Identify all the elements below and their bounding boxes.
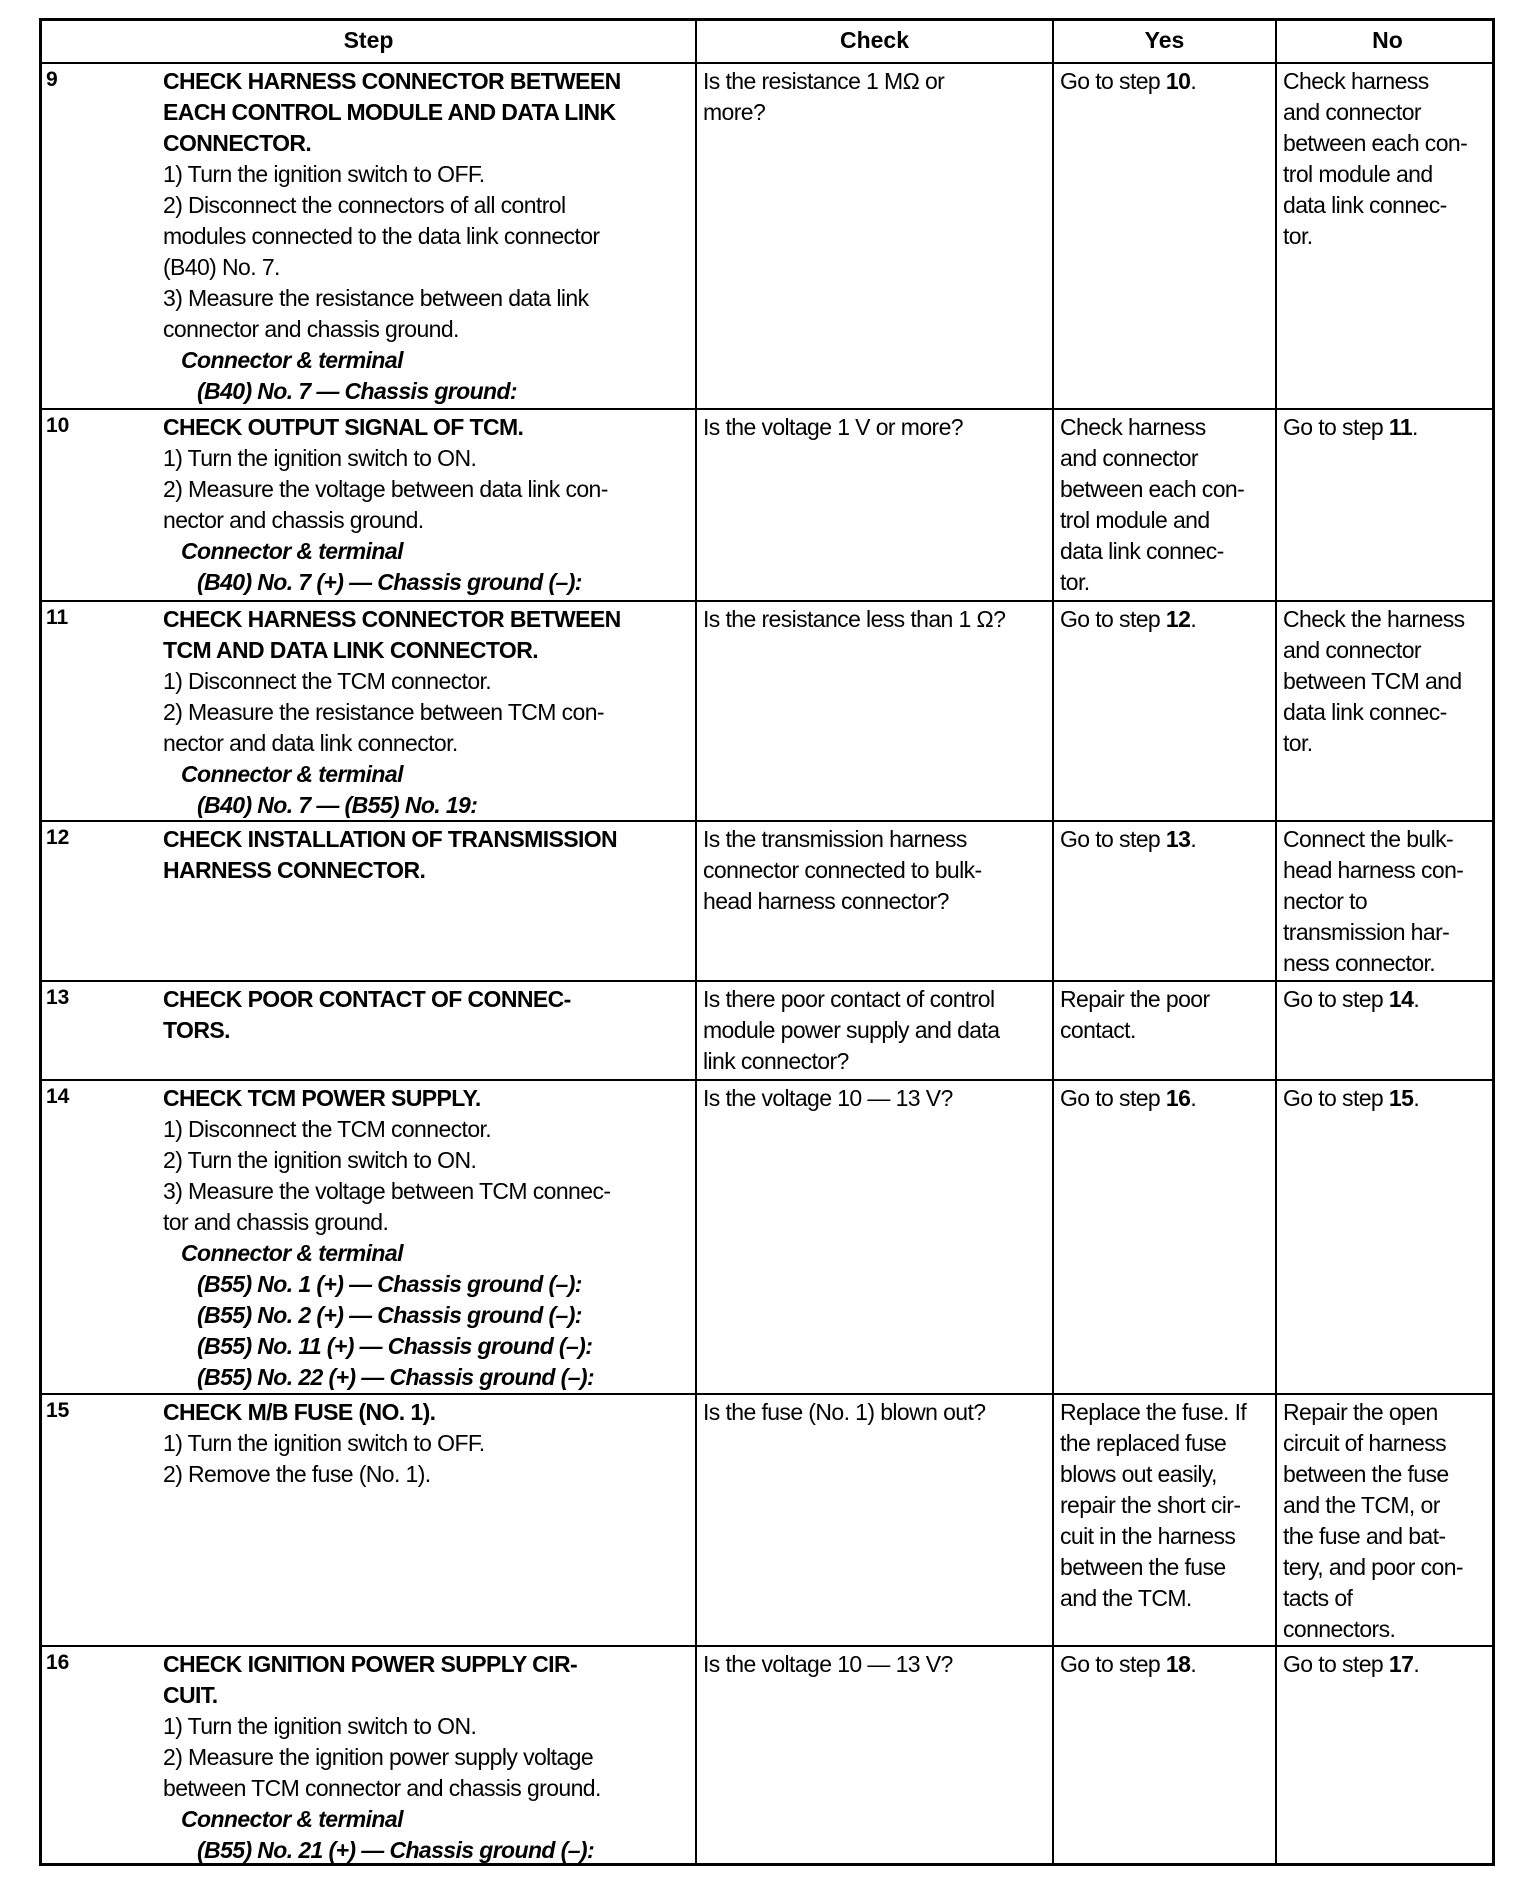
connector-terminal-line: (B55) No. 21 (+) — Chassis ground (–): <box>197 1837 595 1863</box>
step-instructions <box>163 412 691 598</box>
text-line: the fuse and bat- <box>1283 1523 1446 1549</box>
step-cell <box>42 1081 695 1393</box>
step-number: 16 <box>46 1651 70 1674</box>
instruction-line: 2) Remove the fuse (No. 1). <box>163 1461 431 1487</box>
instruction-line: nector and data link connector. <box>163 730 458 756</box>
text-line: connector connected to bulk- <box>703 857 982 883</box>
connector-terminal-line: (B55) No. 1 (+) — Chassis ground (–): <box>197 1271 582 1297</box>
text-segment: Go to step <box>1283 986 1389 1012</box>
text-line: repair the short cir- <box>1060 1492 1241 1518</box>
connector-terminal-line: Connector & terminal <box>181 1806 403 1832</box>
text-segment: Go to step <box>1283 414 1389 440</box>
text-line <box>1283 984 1492 1015</box>
text-line: between each con- <box>1060 476 1245 502</box>
diagnostic-table <box>39 18 1495 1866</box>
instruction-line: modules connected to the data link connector <box>163 223 600 249</box>
step-number: 10 <box>46 414 70 437</box>
text-line: trol module and <box>1060 507 1210 533</box>
text-line: Is the fuse (No. 1) blown out? <box>703 1399 986 1425</box>
instruction-line: 3) Measure the voltage between TCM connec- <box>163 1178 611 1204</box>
step-title: CONNECTOR. <box>163 130 312 156</box>
text-line: tor. <box>1283 730 1313 756</box>
step-title: CUIT. <box>163 1682 218 1708</box>
text-line: head harness con- <box>1283 857 1464 883</box>
text-segment: . <box>1413 1651 1420 1677</box>
text-line: the replaced fuse <box>1060 1430 1227 1456</box>
text-line: Repair the open <box>1283 1399 1438 1425</box>
text-line: nector to <box>1283 888 1368 914</box>
step-title: CHECK HARNESS CONNECTOR BETWEEN <box>163 606 621 632</box>
instruction-line: 2) Measure the voltage between data link con- <box>163 476 608 502</box>
text-line: Check harness <box>1060 414 1206 440</box>
step-number: 9 <box>46 68 58 91</box>
instruction-line: nector and chassis ground. <box>163 507 424 533</box>
step-reference: 13 <box>1165 826 1191 852</box>
instruction-line: 1) Turn the ignition switch to OFF. <box>163 1430 485 1456</box>
no-cell <box>1275 64 1498 408</box>
text-line: Check the harness <box>1283 606 1465 632</box>
step-cell <box>42 822 695 980</box>
text-line: blows out easily, <box>1060 1461 1217 1487</box>
text-line: connectors. <box>1283 1616 1396 1642</box>
step-reference: 14 <box>1388 986 1414 1012</box>
no-cell <box>1275 982 1498 1079</box>
table-row <box>42 980 1492 1079</box>
text-line: tery, and poor con- <box>1283 1554 1463 1580</box>
yes-cell <box>1052 822 1275 980</box>
connector-terminal-line: (B40) No. 7 (+) — Chassis ground (–): <box>197 569 582 595</box>
header-step: Step <box>343 27 394 53</box>
step-instructions <box>163 1649 691 1866</box>
header-yes: Yes <box>1052 21 1275 62</box>
header-no: No <box>1275 21 1498 62</box>
check-cell <box>695 602 1052 820</box>
text-segment: Go to step <box>1283 1651 1389 1677</box>
step-reference: 15 <box>1388 1085 1414 1111</box>
text-line: Is the resistance 1 MΩ or <box>703 68 945 94</box>
instruction-line: between TCM connector and chassis ground. <box>163 1775 601 1801</box>
yes-cell <box>1052 1081 1275 1393</box>
connector-terminal-line: Connector & terminal <box>181 1240 403 1266</box>
text-line <box>1060 604 1269 635</box>
step-cell <box>42 64 695 408</box>
text-line <box>1060 824 1269 855</box>
text-line <box>1283 1649 1492 1680</box>
instruction-line: 1) Disconnect the TCM connector. <box>163 1116 492 1142</box>
text-line: circuit of harness <box>1283 1430 1447 1456</box>
no-cell <box>1275 1647 1498 1866</box>
text-line: data link connec- <box>1283 699 1447 725</box>
text-line: link connector? <box>703 1048 849 1074</box>
step-reference: 16 <box>1165 1085 1191 1111</box>
text-segment: Go to step <box>1060 606 1166 632</box>
instruction-line: 2) Measure the resistance between TCM con- <box>163 699 604 725</box>
text-segment: . <box>1413 1085 1420 1111</box>
step-title: EACH CONTROL MODULE AND DATA LINK <box>163 99 616 125</box>
table-row <box>42 1645 1492 1866</box>
text-segment: Go to step <box>1060 68 1166 94</box>
instruction-line: 1) Turn the ignition switch to ON. <box>163 445 477 471</box>
text-line <box>1283 412 1492 443</box>
text-line: between the fuse <box>1060 1554 1226 1580</box>
text-line: Check harness <box>1283 68 1429 94</box>
check-cell <box>695 410 1052 600</box>
step-cell <box>42 410 695 600</box>
step-number: 14 <box>46 1085 70 1108</box>
step-instructions <box>163 1083 691 1393</box>
text-line: between TCM and <box>1283 668 1462 694</box>
text-line: contact. <box>1060 1017 1136 1043</box>
no-cell <box>1275 602 1498 820</box>
text-line: between each con- <box>1283 130 1468 156</box>
text-line <box>1060 1649 1269 1680</box>
instruction-line: 1) Turn the ignition switch to OFF. <box>163 161 485 187</box>
text-line: trol module and <box>1283 161 1433 187</box>
instruction-line: 2) Measure the ignition power supply voltage <box>163 1744 594 1770</box>
table-row <box>42 600 1492 820</box>
step-title: CHECK IGNITION POWER SUPPLY CIR- <box>163 1651 578 1677</box>
text-line: data link connec- <box>1060 538 1224 564</box>
step-cell <box>42 982 695 1079</box>
check-cell <box>695 822 1052 980</box>
yes-cell <box>1052 1395 1275 1645</box>
text-segment: . <box>1190 68 1197 94</box>
step-instructions <box>163 604 691 820</box>
text-segment: Go to step <box>1060 1651 1166 1677</box>
text-segment: . <box>1190 826 1197 852</box>
yes-cell <box>1052 602 1275 820</box>
step-title: CHECK TCM POWER SUPPLY. <box>163 1085 481 1111</box>
step-title: CHECK HARNESS CONNECTOR BETWEEN <box>163 68 621 94</box>
step-title: CHECK POOR CONTACT OF CONNEC- <box>163 986 571 1012</box>
table-row <box>42 408 1492 600</box>
text-line: transmission har- <box>1283 919 1450 945</box>
text-segment: Go to step <box>1060 826 1166 852</box>
text-line: Is the voltage 1 V or more? <box>703 414 963 440</box>
step-cell <box>42 1395 695 1645</box>
text-line: Is the voltage 10 — 13 V? <box>703 1085 953 1111</box>
step-instructions <box>163 1397 691 1490</box>
text-line <box>1060 1083 1269 1114</box>
text-line: and connector <box>1060 445 1198 471</box>
instruction-line: 2) Turn the ignition switch to ON. <box>163 1147 477 1173</box>
step-reference: 11 <box>1388 414 1413 440</box>
step-title: CHECK OUTPUT SIGNAL OF TCM. <box>163 414 524 440</box>
text-line: head harness connector? <box>703 888 949 914</box>
instruction-line: 3) Measure the resistance between data link <box>163 285 589 311</box>
connector-terminal-line: (B55) No. 11 (+) — Chassis ground (–): <box>197 1333 593 1359</box>
step-number: 12 <box>46 826 70 849</box>
step-instructions <box>163 984 691 1046</box>
step-reference: 17 <box>1388 1651 1414 1677</box>
step-title: CHECK M/B FUSE (NO. 1). <box>163 1399 436 1425</box>
header-check: Check <box>695 21 1052 62</box>
text-line: and the TCM. <box>1060 1585 1192 1611</box>
connector-terminal-line: (B40) No. 7 — Chassis ground: <box>197 378 517 404</box>
step-title: CHECK INSTALLATION OF TRANSMISSION <box>163 826 618 852</box>
no-cell <box>1275 1081 1498 1393</box>
text-line: Is there poor contact of control <box>703 986 995 1012</box>
instruction-line: 1) Turn the ignition switch to ON. <box>163 1713 477 1739</box>
table-row <box>42 1079 1492 1393</box>
text-line: tor. <box>1283 223 1313 249</box>
instruction-line: 2) Disconnect the connectors of all control <box>163 192 566 218</box>
instruction-line: connector and chassis ground. <box>163 316 459 342</box>
yes-cell <box>1052 64 1275 408</box>
text-line: cuit in the harness <box>1060 1523 1236 1549</box>
text-line: between the fuse <box>1283 1461 1449 1487</box>
check-cell <box>695 64 1052 408</box>
step-reference: 18 <box>1165 1651 1191 1677</box>
text-line: ness connector. <box>1283 950 1436 976</box>
text-segment: . <box>1412 414 1418 440</box>
step-instructions <box>163 66 691 407</box>
text-line: data link connec- <box>1283 192 1447 218</box>
instruction-line: (B40) No. 7. <box>163 254 280 280</box>
text-line: and the TCM, or <box>1283 1492 1440 1518</box>
text-line: tor. <box>1060 569 1090 595</box>
text-line: more? <box>703 99 766 125</box>
no-cell <box>1275 1395 1498 1645</box>
text-segment: Go to step <box>1060 1085 1166 1111</box>
step-instructions <box>163 824 691 886</box>
check-cell <box>695 1395 1052 1645</box>
yes-cell <box>1052 410 1275 600</box>
step-number: 11 <box>46 606 69 629</box>
check-cell <box>695 1081 1052 1393</box>
step-title: HARNESS CONNECTOR. <box>163 857 426 883</box>
text-line: tacts of <box>1283 1585 1353 1611</box>
table-row <box>42 820 1492 980</box>
step-cell <box>42 1647 695 1866</box>
connector-terminal-line: (B55) No. 22 (+) — Chassis ground (–): <box>197 1364 595 1390</box>
table-header <box>42 21 1492 62</box>
connector-terminal-line: Connector & terminal <box>181 538 403 564</box>
check-cell <box>695 1647 1052 1866</box>
connector-terminal-line: (B40) No. 7 — (B55) No. 19: <box>197 792 478 818</box>
text-line: Is the resistance less than 1 Ω? <box>703 606 1006 632</box>
step-number: 15 <box>46 1399 70 1422</box>
text-segment: . <box>1190 1085 1197 1111</box>
text-line: Is the voltage 10 — 13 V? <box>703 1651 953 1677</box>
instruction-line: 1) Disconnect the TCM connector. <box>163 668 492 694</box>
step-reference: 10 <box>1165 68 1191 94</box>
text-line <box>1283 1083 1492 1114</box>
connector-terminal-line: Connector & terminal <box>181 347 403 373</box>
table-row <box>42 1393 1492 1645</box>
step-title: TORS. <box>163 1017 230 1043</box>
text-line: and connector <box>1283 99 1421 125</box>
table-row <box>42 62 1492 408</box>
yes-cell <box>1052 982 1275 1079</box>
text-segment: . <box>1190 1651 1197 1677</box>
step-reference: 12 <box>1165 606 1191 632</box>
no-cell <box>1275 822 1498 980</box>
no-cell <box>1275 410 1498 600</box>
step-title: TCM AND DATA LINK CONNECTOR. <box>163 637 539 663</box>
text-line: Repair the poor <box>1060 986 1210 1012</box>
text-line: and connector <box>1283 637 1421 663</box>
instruction-line: tor and chassis ground. <box>163 1209 389 1235</box>
check-cell <box>695 982 1052 1079</box>
text-segment: . <box>1190 606 1197 632</box>
step-cell <box>42 602 695 820</box>
connector-terminal-line: Connector & terminal <box>181 761 403 787</box>
text-segment: Go to step <box>1283 1085 1389 1111</box>
text-segment: . <box>1413 986 1420 1012</box>
text-line: module power supply and data <box>703 1017 1000 1043</box>
text-line: Replace the fuse. If <box>1060 1399 1247 1425</box>
connector-terminal-line: (B55) No. 2 (+) — Chassis ground (–): <box>197 1302 582 1328</box>
text-line: Is the transmission harness <box>703 826 967 852</box>
step-number: 13 <box>46 986 70 1009</box>
text-line <box>1060 66 1269 97</box>
text-line: Connect the bulk- <box>1283 826 1454 852</box>
yes-cell <box>1052 1647 1275 1866</box>
